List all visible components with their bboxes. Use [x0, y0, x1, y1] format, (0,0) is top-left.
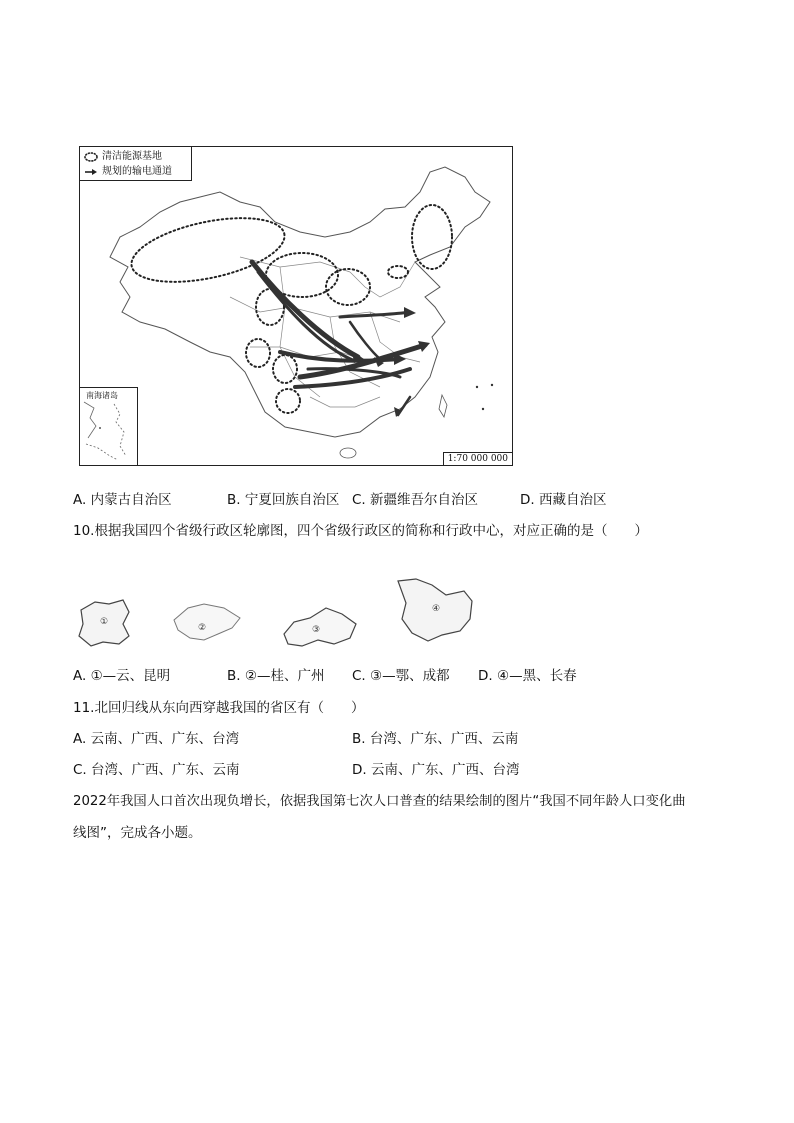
- province-outline-1: [73, 596, 135, 650]
- legend-row-transmission: [84, 164, 188, 179]
- legend-row-clean-energy: [84, 149, 188, 164]
- inset-map: [80, 398, 136, 464]
- q11-option-b[interactable]: B. 台湾、广东、广西、云南: [352, 731, 519, 747]
- q11-stem: 11.北回归线从东向西穿越我国的省区有（ ）: [73, 700, 365, 716]
- province-mark-2: ②: [198, 623, 207, 633]
- q11-option-a[interactable]: A. 云南、广西、广东、台湾: [73, 731, 240, 747]
- dotted-ellipse-icon: [84, 152, 98, 162]
- inset-label: 南海诸岛: [86, 391, 118, 400]
- map-legend: [80, 147, 192, 181]
- china-outline-map: [80, 147, 512, 465]
- south-china-sea-inset: [80, 387, 138, 465]
- q9-option-a[interactable]: A. 内蒙古自治区: [73, 492, 172, 508]
- province-mark-4: ④: [432, 604, 441, 614]
- intro-line-2: 线图”，完成各小题。: [73, 825, 202, 841]
- q9-option-c[interactable]: C. 新疆维吾尔自治区: [352, 492, 479, 508]
- q10-stem: 10.根据我国四个省级行政区轮廓图，四个省级行政区的简称和行政中心，对应正确的是（ ）: [73, 523, 648, 539]
- q9-option-b[interactable]: B. 宁夏回族自治区: [227, 492, 340, 508]
- province-mark-1: ①: [100, 617, 109, 627]
- q10-option-c[interactable]: C. ③—鄂、成都: [352, 668, 450, 684]
- q10-option-a[interactable]: A. ①—云、昆明: [73, 668, 171, 684]
- province-outline-3: [280, 604, 362, 652]
- china-border: [110, 167, 490, 437]
- legend-transmission-label: 规划的输电通道: [102, 166, 172, 177]
- legend-clean-energy-label: 清洁能源基地: [102, 151, 162, 162]
- q10-option-b[interactable]: B. ②—桂、广州: [227, 668, 325, 684]
- q9-option-d[interactable]: D. 西藏自治区: [520, 492, 607, 508]
- china-energy-map: [79, 146, 513, 466]
- q10-option-d[interactable]: D. ④—黑、长春: [478, 668, 577, 684]
- map-scale: 1:70 000 000: [443, 452, 512, 465]
- q11-option-c[interactable]: C. 台湾、广西、广东、云南: [73, 762, 240, 778]
- arrow-icon: [84, 167, 98, 177]
- q11-option-d[interactable]: D. 云南、广东、广西、台湾: [352, 762, 520, 778]
- province-outline-4: [392, 575, 478, 645]
- intro-line-1: 2022年我国人口首次出现负增长，依据我国第七次人口普查的结果绘制的图片“我国不同年龄人口变化曲: [73, 794, 686, 809]
- province-mark-3: ③: [312, 625, 321, 635]
- province-outline-2: [170, 598, 244, 646]
